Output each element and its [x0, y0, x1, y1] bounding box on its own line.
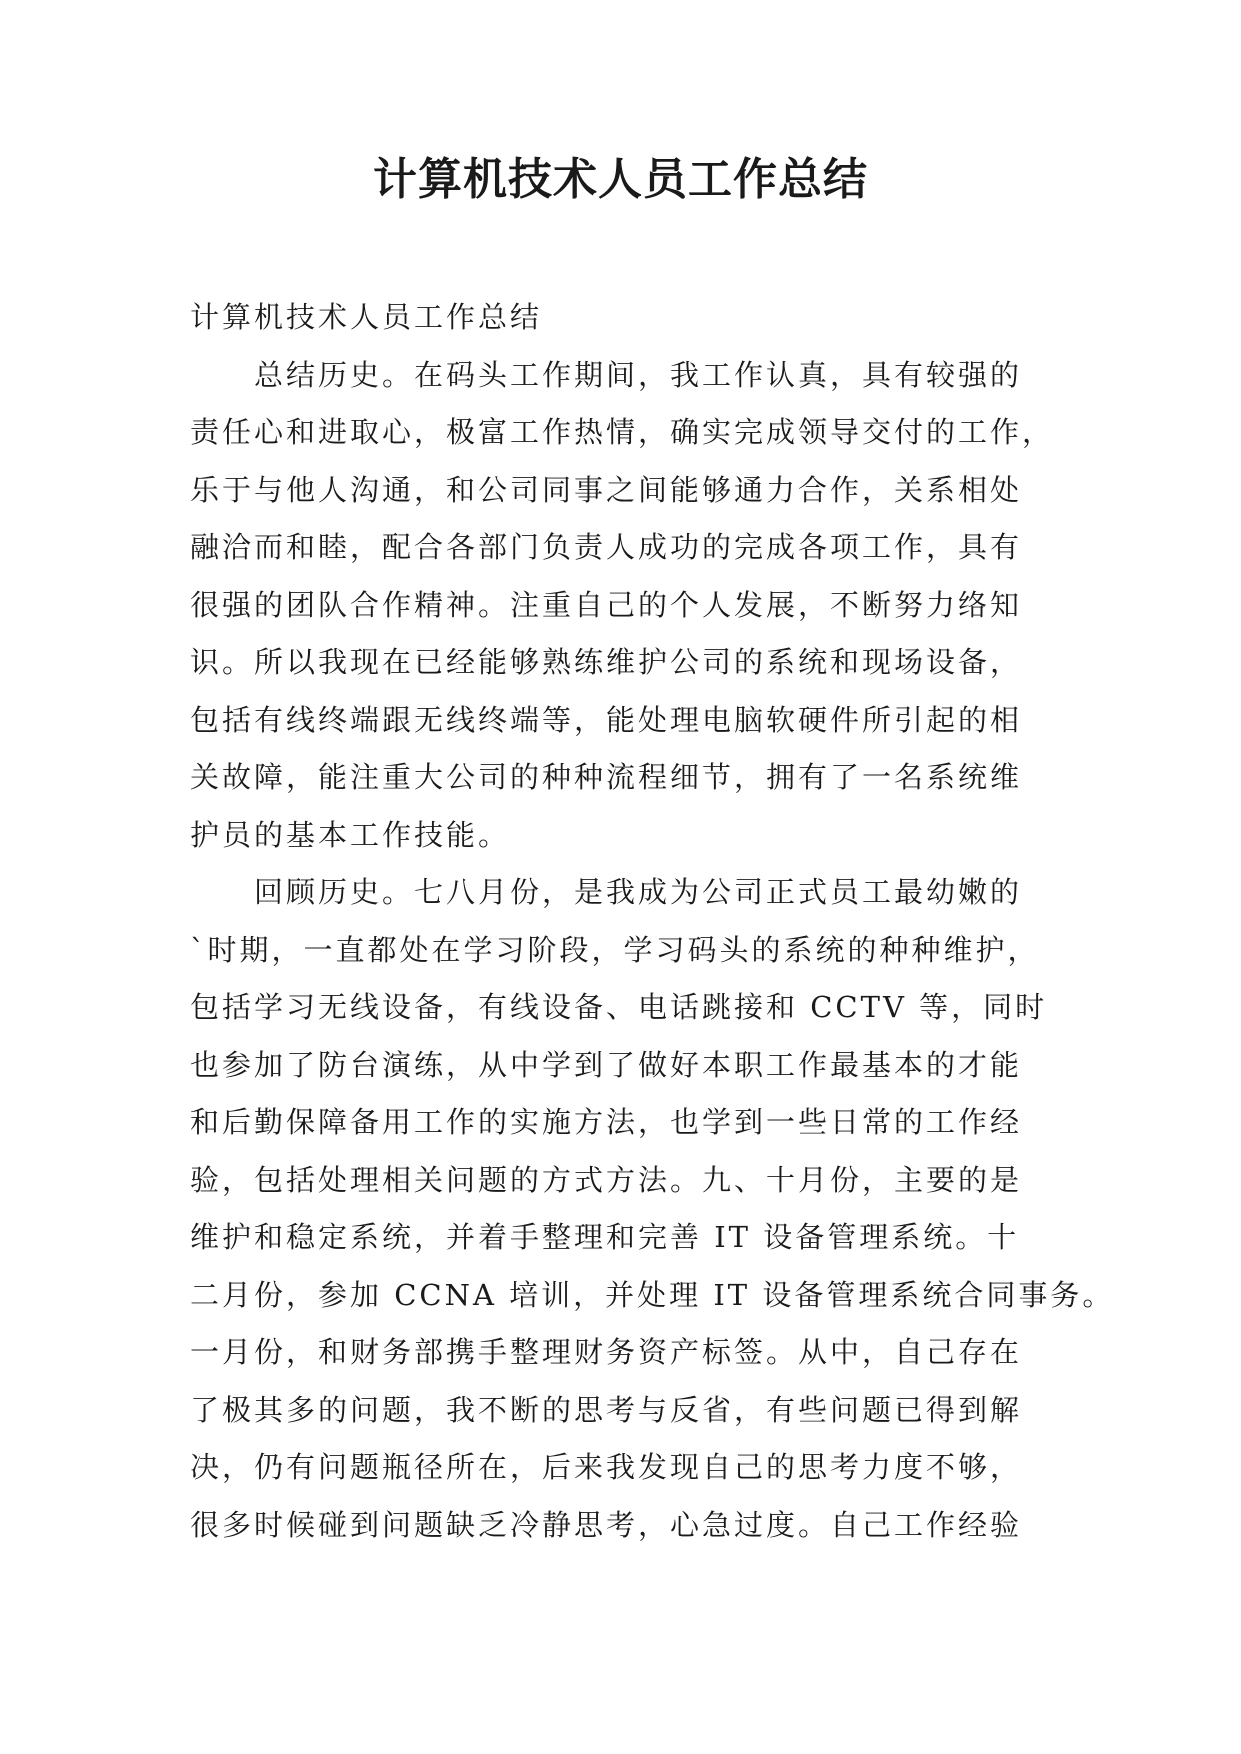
paragraph-line: 很强的团队合作精神。注重自己的个人发展，不断努力络知: [190, 587, 1023, 622]
paragraph-line: 决，仍有问题瓶径所在，后来我发现自己的思考力度不够，: [190, 1450, 1023, 1484]
paragraph-line: 很多时候碰到问题缺乏冷静思考，心急过度。自己工作经验: [190, 1507, 1023, 1542]
paragraph-line: 总结历史。在码头工作期间，我工作认真，具有较强的: [190, 357, 1023, 392]
paragraph-line: 验，包括处理相关问题的方式方法。九、十月份，主要的是: [190, 1162, 1023, 1197]
paragraph-line: 包括有线终端跟无线终端等，能处理电脑软硬件所引起的相: [190, 702, 1023, 737]
paragraph-line: 二月份，参加 CCNA 培训，并处理 IT 设备管理系统合同事务。: [190, 1277, 1115, 1312]
paragraph-summary: [190, 347, 1055, 865]
document-body: [190, 289, 1115, 1554]
paragraph-line: 回顾历史。七八月份，是我成为公司正式员工最幼嫩的: [190, 875, 1023, 909]
document-title: 计算机技术人员工作总结: [373, 154, 868, 205]
document-subtitle: 计算机技术人员工作总结: [190, 300, 543, 334]
paragraph-line: `时期，一直都处在学习阶段，学习码头的系统的种种维护，: [190, 932, 1040, 967]
paragraph-line: 责任心和进取心，极富工作热情，确实完成领导交付的工作，: [190, 415, 1055, 449]
paragraph-line: 和后勤保障备用工作的实施方法，也学到一些日常的工作经: [190, 1105, 1023, 1139]
paragraph-line: 也参加了防台演练，从中学到了做好本职工作最基本的才能: [190, 1047, 1023, 1082]
paragraph-review: [190, 864, 1115, 1554]
paragraph-line: 识。所以我现在已经能够熟练维护公司的系统和现场设备，: [190, 645, 1023, 679]
paragraph-line: 包括学习无线设备，有线设备、电话跳接和 CCTV 等，同时: [190, 990, 1048, 1024]
paragraph-line: 融洽而和睦，配合各部门负责人成功的完成各项工作，具有: [190, 530, 1023, 564]
paragraph-line: 维护和稳定系统，并着手整理和完善 IT 设备管理系统。十: [190, 1220, 1020, 1254]
paragraph-line: 乐于与他人沟通，和公司同事之间能够通力合作，关系相处: [190, 472, 1023, 507]
paragraph-line: 一月份，和财务部携手整理财务资产标签。从中，自己存在: [190, 1335, 1023, 1369]
paragraph-line: 了极其多的问题，我不断的思考与反省，有些问题已得到解: [190, 1392, 1023, 1427]
paragraph-line: 关故障，能注重大公司的种种流程细节，拥有了一名系统维: [190, 760, 1023, 794]
paragraph-line: 护员的基本工作技能。: [190, 817, 511, 852]
